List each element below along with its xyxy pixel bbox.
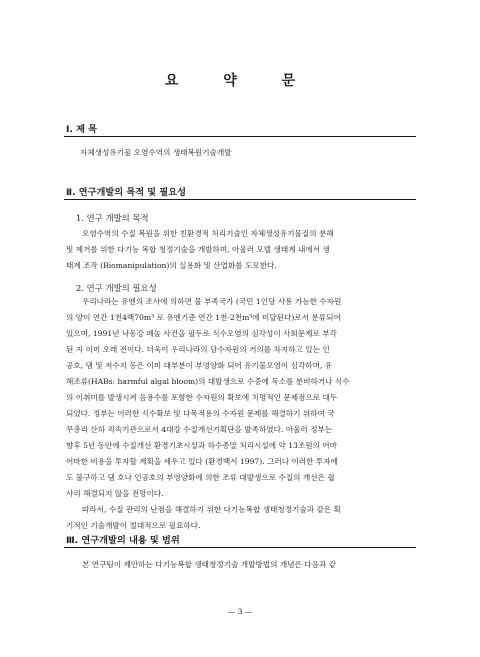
paragraph-line: 된 지 이미 오래 전이다. 더욱이 우리나라의 담수자원의 거의를 차지하고 있는 인 <box>66 345 330 354</box>
section-2-sub2-heading: 2. 연구 개발의 필요성 <box>76 283 157 293</box>
paragraph-line: 도 불구하고 댐 호나 인공호의 부영양화에 의한 조류 대발생으로 수질의 개선은 쉽 <box>66 473 335 482</box>
section-2-sub1-paragraph <box>66 226 418 274</box>
section-2-sub2-paragraph <box>66 294 418 534</box>
section-1-body-text: 자체생성유기물 오염수역의 생태복원기술개발 <box>80 148 232 157</box>
paragraph-line: 의 양이 연간 1천4백70m³ 로 유엔기준 연간 1천-2천m³에 미달된다)로서 분류되어 <box>66 313 341 322</box>
section-3-body-text: 본 연구팀이 제안하는 다기능복합 생태청정기술 개발방법의 개념은 다음과 같 <box>82 560 337 569</box>
paragraph-line: 되었다. 정부는 이러한 식수확보 및 다목적용의 수자원 문제를 해결하기 위하여 국 <box>66 409 335 418</box>
paragraph-line: 사리 해결되지 않을 전망이다. <box>66 489 164 498</box>
paragraph-line: 및 제거를 위한 다기능 복합 청정기술을 개발하며, 아울러 모델 생태계 내에서 생 <box>66 245 330 254</box>
page-title: 요 약 문 <box>164 73 316 89</box>
section-3-body <box>66 557 418 573</box>
section-2-divider <box>64 199 416 200</box>
section-2-heading: Ⅱ. 연구개발의 목적 및 필요성 <box>66 187 186 198</box>
section-2-sub1-heading: 1. 연구 개발의 목적 <box>76 213 149 223</box>
paragraph-line: 따라서, 수질 관리의 난점을 해결하기 위한 다기능복합 생태청정기술과 같은 획 <box>82 505 341 514</box>
paragraph-line: 해조류(HABs: harmful algal bloom)의 대발생으로 수중에 독소를 분비하거나 식수 <box>66 377 350 386</box>
paragraph-line: 의 이취미를 발생시켜 음용수를 포함한 수자원의 확보에 치명적인 문제점으로 대두 <box>66 393 338 402</box>
section-1-divider <box>64 136 416 137</box>
section-3-heading: Ⅲ. 연구개발의 내용 및 범위 <box>66 535 180 546</box>
paragraph-line: 어마한 비용을 투자할 계획을 세우고 있다 (환경백서 1997). 그러나 이러한 투자에 <box>66 457 338 466</box>
paragraph-line: 공호, 댐 및 저수지 등은 이미 대부분이 부영양화 되어 유기물오염이 심각하며, 유 <box>66 361 333 370</box>
paragraph-line: 있으며, 1991년 낙동강 페놀 사건을 필두로 식수오염의 심각성이 사회문제로 부각 <box>66 329 337 338</box>
paragraph-line: 무총리 산하 직속기관으로서 4대강 수질개선기획단을 발족하였다. 아울러 정부는 <box>66 425 333 434</box>
section-1-heading: Ⅰ. 제 목 <box>66 124 98 135</box>
paragraph-line: 기적인 기술개발이 절대적으로 필요하다. <box>66 521 201 530</box>
section-1-body <box>66 145 432 161</box>
paragraph-line: 태계 조작 (Biomanipulation)의 실용화 및 산업화를 도모한다. <box>66 261 277 270</box>
paragraph-line: 우리나라는 유엔의 조사에 의하면 물 부족국가 (국민 1인당 사용 가능한 수자원 <box>82 297 342 306</box>
paragraph-line: 향후 5년 동안에 수질개선 환경기초시설과 하수종말 처리시설에 약 13조원의 어마 <box>66 441 337 450</box>
paragraph-line: 오염수역의 수질 복원을 위한 친환경적 처리기술인 자체생성유기물질의 분해 <box>82 229 334 238</box>
section-3-divider <box>64 547 416 548</box>
page-number: — 3 — <box>227 607 253 616</box>
